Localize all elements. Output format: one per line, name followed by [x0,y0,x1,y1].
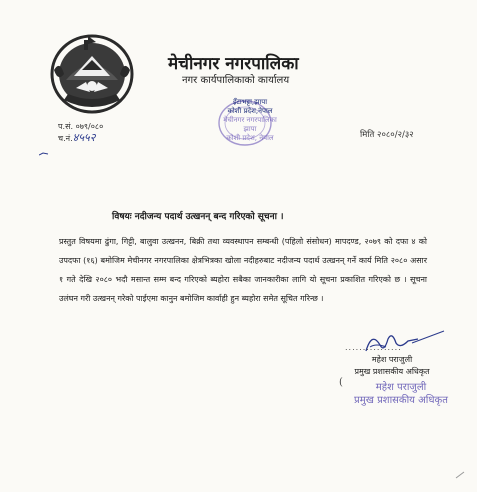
stamp-title: प्रमुख प्रशासकीय अधिकृत [354,395,448,406]
corner-mark-icon [454,470,466,480]
dispatch-ref [58,132,103,144]
name-stamp [346,381,456,407]
letterhead [168,54,368,88]
notice-body: प्रस्तुत विषयमा ढुंगा, गिट्टी, बालुवा उत्खनन, बिक्री तथा व्यवस्थापन सम्बन्धी (पहिलो संसोधन) मापदण्ड, २०७९ को दफा ४ को उपदफा (१६) बमोजिम मेचीनगर नगरपालिका क्षेत्रभित्रका खोला नदीहरुबाट नदीजन्य पदार्थ उत्खनन् गर्ने कार्य मिति २०८० असार १ गते देखि २०८० भदौ मसान्त सम्म बन्द गरिएको ब्यहोरा सबैका जानकारीका लागि यो सूचना प्रकाशित गरिएको छ । सूचना उलंघन गरी उत्खनन् गरेको पाईएमा कानुन बमोजिम कार्वाही हुन ब्यहोरा समेत सूचित गरिन्छ । [59,237,427,303]
seal-line-1: मेचीनगर नगरपालिका [223,116,277,124]
pen-tick-icon [39,152,49,156]
fiscal-year-ref: प.सं. ०७९/०८० [58,122,104,131]
dispatch-label: च.नं. [58,134,73,143]
letter-date: मिति २०८०/२/३२ [360,130,414,140]
dispatch-number: ४५५२ [72,131,96,144]
address-line: इँटाभट्टा,झापा [232,98,268,106]
subject-line: विषयः नदीजन्य पदार्थ उत्खनन् बन्द गरिएको सूचना । [112,212,284,222]
office-address [214,98,286,143]
signatory-title: प्रमुख प्रशासकीय अधिकृत [354,367,430,376]
organization-name: मेचीनगर नगरपालिका [168,54,299,74]
stamp-bracket: ( [339,377,343,388]
reference-numbers [58,121,103,144]
seal-line-2: झापा [243,125,257,133]
government-emblem-icon [46,30,138,116]
stamp-name: महेश पराजुली [375,382,427,393]
office-name: नगर कार्यपालिकाको कार्यालय [182,75,290,86]
signatory-name: महेश पराजुली [371,355,413,364]
seal-line-3: कोशी प्रदेश, नेपाल [226,134,274,142]
province-line: कोशी प्रदेश,नेपाल [227,107,273,115]
signatory [344,354,440,378]
signature-line: ................ [345,343,402,352]
